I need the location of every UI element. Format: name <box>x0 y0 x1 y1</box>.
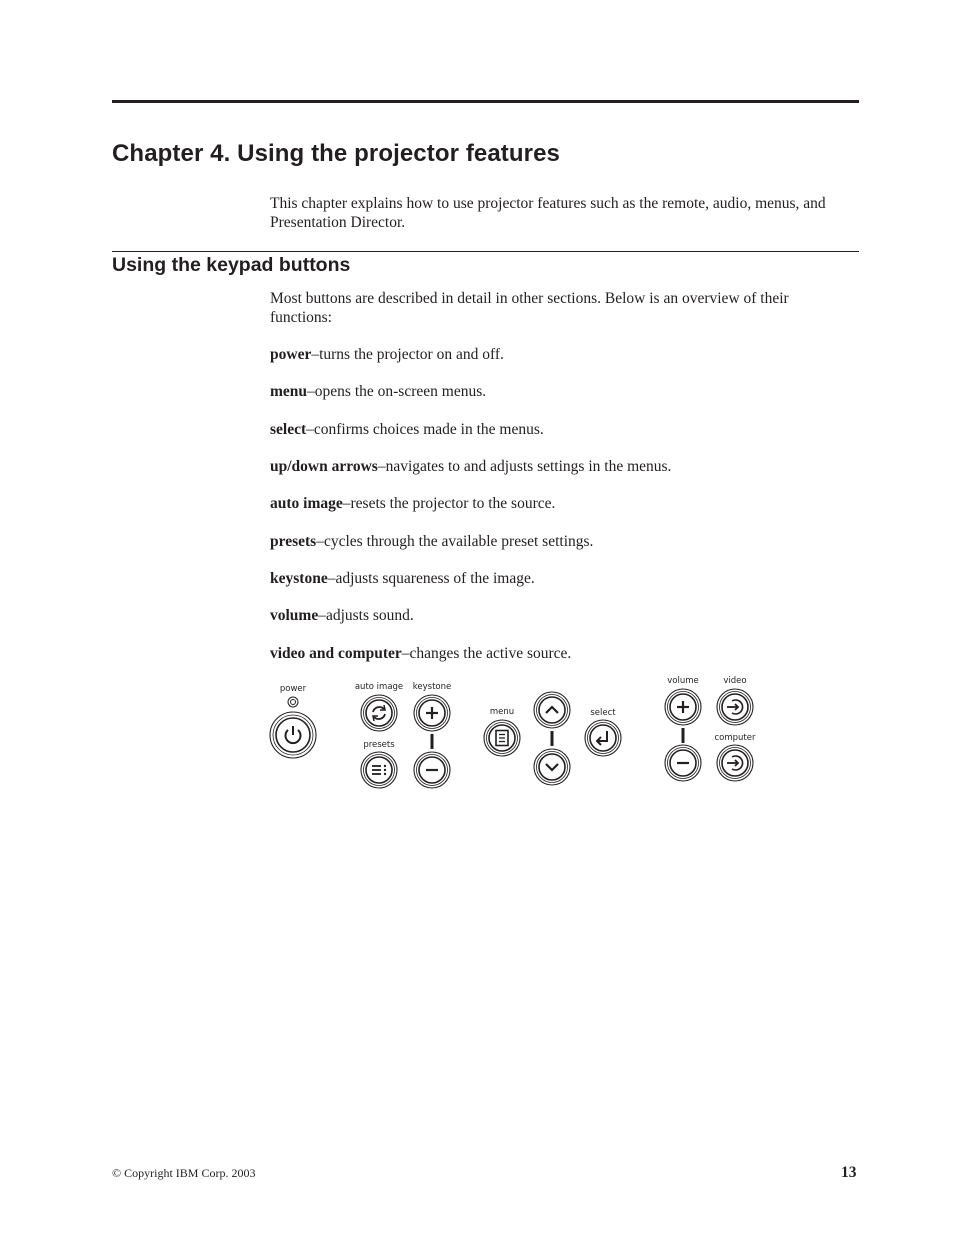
feature-desc: –turns the projector on and off. <box>311 346 504 363</box>
feature-term: video and computer <box>270 645 402 662</box>
section-rule <box>112 251 859 252</box>
presets-button[interactable] <box>361 752 397 788</box>
feature-menu <box>270 382 486 401</box>
feature-desc: –confirms choices made in the menus. <box>306 421 544 438</box>
presets-icon <box>372 765 386 775</box>
feature-desc: –navigates to and adjusts settings in the menus. <box>377 458 672 475</box>
feature-power <box>270 345 504 364</box>
feature-term: menu <box>270 383 308 400</box>
feature-term: up/down arrows <box>270 458 378 475</box>
feature-desc: –resets the projector to the source. <box>342 495 556 512</box>
down-arrow-button[interactable] <box>534 749 570 785</box>
feature-term: keystone <box>270 570 328 587</box>
volume-label: volume <box>667 676 699 686</box>
power-indicator-icon <box>288 697 298 707</box>
keystone-plus-button[interactable] <box>414 695 450 731</box>
auto-image-button[interactable] <box>361 695 397 731</box>
keystone-divider <box>431 734 434 749</box>
video-button[interactable] <box>717 689 753 725</box>
keystone-minus-button[interactable] <box>414 752 450 788</box>
feature-video-computer <box>270 644 571 663</box>
feature-desc: –changes the active source. <box>401 645 572 662</box>
feature-term: auto image <box>270 495 343 512</box>
chapter-intro: This chapter explains how to use projector features such as the remote, audio, menus, and Presentation Director. <box>270 195 826 231</box>
power-label: power <box>279 684 307 694</box>
feature-keystone <box>270 569 535 588</box>
section-overview: Most buttons are described in detail in other sections. Below is an overview of their functions: <box>270 290 789 326</box>
feature-presets <box>270 532 593 551</box>
volume-divider <box>682 728 685 743</box>
section-title: Using the keypad buttons <box>112 254 351 276</box>
feature-term: select <box>270 421 307 438</box>
up-arrow-button[interactable] <box>534 692 570 728</box>
keypad-diagram <box>262 670 762 795</box>
presets-label: presets <box>363 740 395 750</box>
page-number: 13 <box>841 1164 857 1181</box>
feature-desc: –adjusts squareness of the image. <box>327 570 535 587</box>
select-button[interactable] <box>585 720 621 756</box>
power-button[interactable] <box>270 712 316 758</box>
feature-arrows <box>270 457 671 476</box>
feature-volume <box>270 606 414 625</box>
feature-desc: –cycles through the available preset settings. <box>316 533 594 550</box>
feature-term: power <box>270 346 312 363</box>
menu-button[interactable] <box>484 720 520 756</box>
computer-label: computer <box>714 733 756 743</box>
menu-label: menu <box>489 707 515 717</box>
top-rule <box>112 100 859 103</box>
feature-auto-image <box>270 494 555 513</box>
feature-term: presets <box>270 533 317 550</box>
auto-image-label: auto image <box>354 682 404 692</box>
keystone-label: keystone <box>412 682 452 692</box>
feature-desc: –adjusts sound. <box>318 607 414 624</box>
volume-plus-button[interactable] <box>665 689 701 725</box>
chapter-title: Chapter 4. Using the projector features <box>112 140 560 167</box>
computer-button[interactable] <box>717 745 753 781</box>
select-label: select <box>590 708 616 718</box>
footer-copyright: © Copyright IBM Corp. 2003 <box>112 1166 256 1180</box>
feature-desc: –opens the on-screen menus. <box>307 383 487 400</box>
volume-minus-button[interactable] <box>665 745 701 781</box>
feature-term: volume <box>270 607 319 624</box>
arrows-divider <box>551 731 554 746</box>
video-label: video <box>723 676 747 686</box>
feature-select <box>270 420 544 439</box>
